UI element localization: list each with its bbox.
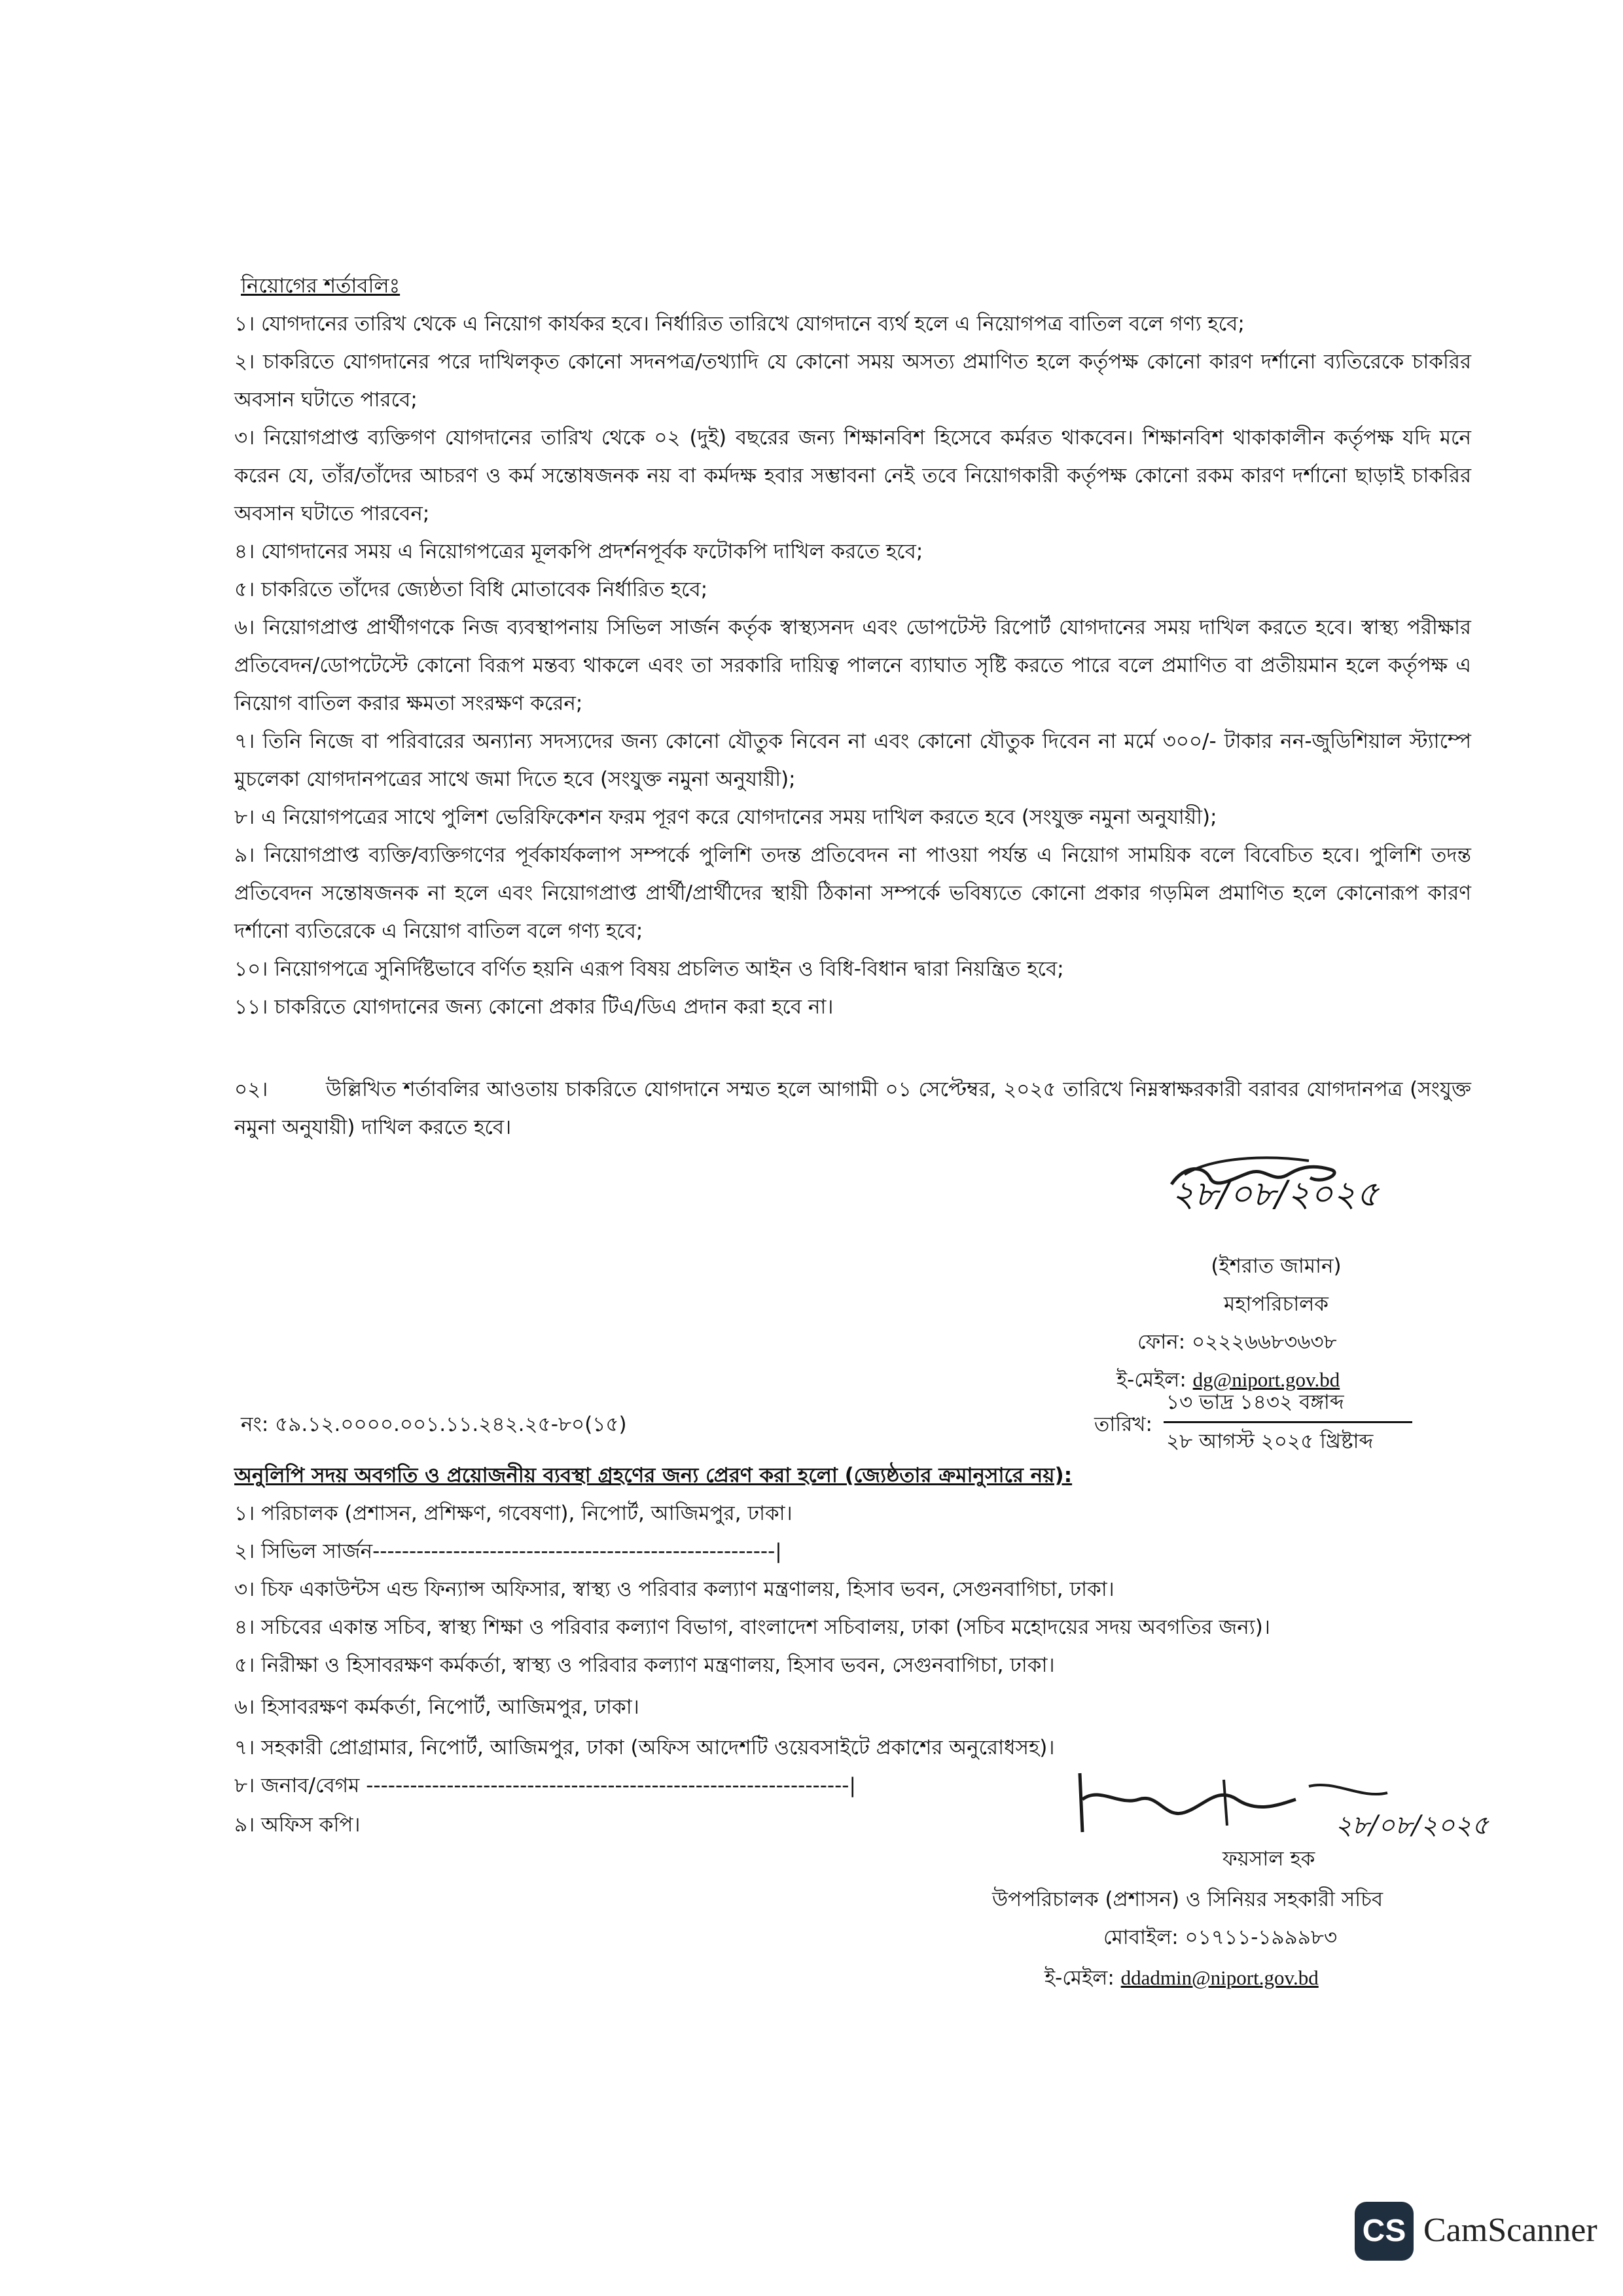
signatory-1-name: (ইশরাত জামান) (1211, 1254, 1342, 1278)
term-item-9: ৯। নিয়োগপ্রাপ্ত ব্যক্তি/ব্যক্তিগণের পূর্বকার্যকলাপ সম্পর্কে পুলিশি তদন্ত প্রতিবেদন না পাওয়া পর্যন্ত এ নিয়োগ সাময়িক বলে বিবেচিত হবে। পুলিশি তদন্ত প্রতিবেদন সন্তোষজনক না হলে এবং নিয়োগপ্রাপ্ত প্রার্থী/প্রার্থীদের স্থায়ী ঠিকানা সম্পর্কে ভবিষ্যতে কোনো প্রকার গড়মিল প্রমাণিত হলে কোনোরূপ কারণ দর্শানো ব্যতিরেকে এ নিয়োগ বাতিল বলে গণ্য হবে; (234, 843, 1471, 943)
signatory-2-email[interactable]: ddadmin@niport.gov.bd (1120, 1966, 1319, 1989)
copy-item-8: ৮। জনাব/বেগম ------------------------------------------------------------------| (234, 1774, 856, 1797)
copy-item-7: ৭। সহকারী প্রোগ্রামার, নিপোর্ট, আজিমপুর, ঢাকা (অফিস আদেশটি ওয়েবসাইটে প্রকাশের অনুরোধসহ)। (234, 1736, 1055, 1759)
term-item-1: ১। যোগদানের তারিখ থেকে এ নিয়োগ কার্যকর হবে। নির্ধারিত তারিখে যোগদানে ব্যর্থ হলে এ নিয়োগপত্র বাতিল বলে গণ্য হবে; (234, 312, 1245, 336)
copy-item-5: ৫। নিরীক্ষা ও হিসাবরক্ষণ কর্মকর্তা, স্বাস্থ্য ও পরিবার কল্যাণ মন্ত্রণালয়, হিসাব ভবন, সেগুনবাগিচা, ঢাকা। (234, 1653, 1055, 1677)
memo-date-english: ২৮ আগস্ট ২০২৫ খ্রিষ্টাব্দ (1166, 1430, 1374, 1453)
copies-heading: অনুলিপি সদয় অবগতি ও প্রয়োজনীয় ব্যবস্থা গ্রহণের জন্য প্রেরণ করা হলো (জ্যেষ্ঠতার ক্রমানুসারে নয়): (234, 1464, 1073, 1487)
copy-item-2: ২। সিভিল সার্জন-------------------------------------------------------| (234, 1540, 782, 1563)
signatory-2-designation: উপপরিচালক (প্রশাসন) ও সিনিয়র সহকারী সচিব (992, 1888, 1383, 1911)
term-item-2: ২। চাকরিতে যোগদানের পরে দাখিলকৃত কোনো সদনপত্র/তথ্যাদি যে কোনো সময় অসত্য প্রমাণিত হলে কর্তৃপক্ষ কোনো কারণ দর্শানো ব্যতিরেকে চাকরির অবসান ঘটাতে পারবে; (234, 350, 1471, 412)
camscanner-watermark (1348, 2202, 1623, 2280)
camscanner-brand: CamScanner (1423, 2212, 1597, 2249)
term-item-4: ৪। যোগদানের সময় এ নিয়োগপত্রের মূলকপি প্রদর্শনপূর্বক ফটোকপি দাখিল করতে হবে; (234, 540, 923, 563)
paragraph-2-text: উল্লিখিত শর্তাবলির আওতায় চাকরিতে যোগদানে সম্মত হলে আগামী ০১ সেপ্টেম্বর, ২০২৫ তারিখে নিম্নস্বাক্ষরকারী বরাবর যোগদানপত্র (সংযুক্ত নমুনা অনুযায়ী) দাখিল করতে হবে। (234, 1078, 1471, 1139)
copy-item-9: ৯। অফিস কপি। (234, 1813, 361, 1837)
signature-2-date: ২৮/০৮/২০২৫ (1335, 1810, 1489, 1841)
signature-1-date: ২৮/০৮/২০২৫ (1171, 1173, 1380, 1214)
copy-item-3: ৩। চিফ একাউন্টস এন্ড ফিন্যান্স অফিসার, স্বাস্থ্য ও পরিবার কল্যাণ মন্ত্রণালয়, হিসাব ভবন, সেগুনবাগিচা, ঢাকা। (234, 1578, 1115, 1601)
signatory-1-email[interactable]: dg@niport.gov.bd (1192, 1368, 1340, 1391)
signatory-1-email-label: ই-মেইল: (1116, 1368, 1186, 1392)
memo-number: নং: ৫৯.১২.০০০০.০০১.১১.২৪২.২৫-৮০(১৫) (241, 1413, 627, 1436)
copy-item-6: ৬। হিসাবরক্ষণ কর্মকর্তা, নিপোর্ট, আজিমপুর, ঢাকা। (234, 1695, 639, 1719)
signatory-2-name: ফয়সাল হক (1222, 1847, 1315, 1871)
term-item-10: ১০। নিয়োগপত্রে সুনির্দিষ্টভাবে বর্ণিত হয়নি এরূপ বিষয় প্রচলিত আইন ও বিধি-বিধান দ্বারা নিয়ন্ত্রিত হবে; (234, 957, 1064, 981)
memo-date-label: তারিখ: (1094, 1413, 1152, 1436)
terms-heading: নিয়োগের শর্তাবলিঃ (241, 274, 401, 298)
term-item-8: ৮। এ নিয়োগপত্রের সাথে পুলিশ ভেরিফিকেশন ফরম পূরণ করে যোগদানের সময় দাখিল করতে হবে (সংযুক্ত নমুনা অনুযায়ী); (234, 805, 1217, 829)
paragraph-2-number: ০২। (234, 1078, 268, 1101)
copy-item-1: ১। পরিচালক (প্রশাসন, প্রশিক্ষণ, গবেষণা), নিপোর্ট, আজিমপুর, ঢাকা। (234, 1502, 793, 1525)
term-item-6: ৬। নিয়োগপ্রাপ্ত প্রার্থীগণকে নিজ ব্যবস্থাপনায় সিভিল সার্জন কর্তৃক স্বাস্থ্যসনদ এবং ডোপটেস্ট রিপোর্ট যোগদানের সময় দাখিল করতে হবে। স্বাস্থ্য পরীক্ষার প্রতিবেদন/ডোপটেস্টে কোনো বিরূপ মন্তব্য থাকলে এবং তা সরকারি দায়িত্ব পালনে ব্যাঘাত সৃষ্টি করতে পারে বলে প্রমাণিত বা প্রতীয়মান হলে কর্তৃপক্ষ এ নিয়োগ বাতিল করার ক্ষমতা সংরক্ষণ করেন; (234, 616, 1471, 715)
copy-item-4: ৪। সচিবের একান্ত সচিব, স্বাস্থ্য শিক্ষা ও পরিবার কল্যাণ বিভাগ, বাংলাদেশ সচিবালয়, ঢাকা (সচিব মহোদয়ের সদয় অবগতির জন্য)। (234, 1616, 1270, 1639)
signatory-2-email-label: ই-মেইল: (1044, 1966, 1115, 1990)
term-item-7: ৭। তিনি নিজে বা পরিবারের অন্যান্য সদস্যদের জন্য কোনো যৌতুক নিবেন না এবং কোনো যৌতুক দিবেন না মর্মে ৩০০/- টাকার নন-জুডিশিয়াল স্ট্যাম্পে মুচলেকা যোগদানপত্রের সাথে জমা দিতে হবে (সংযুক্ত নমুনা অনুযায়ী); (234, 730, 1471, 791)
term-item-5: ৫। চাকরিতে তাঁদের জ্যেষ্ঠতা বিধি মোতাবেক নির্ধারিত হবে; (234, 578, 708, 601)
signatory-2-mobile: মোবাইল: ০১৭১১-১৯৯৯৮৩ (1103, 1926, 1338, 1949)
term-item-11: ১১। চাকরিতে যোগদানের জন্য কোনো প্রকার টিএ/ডিএ প্রদান করা হবে না। (234, 995, 834, 1019)
camscanner-logo-icon: CS (1355, 2202, 1414, 2261)
signatory-1-designation: মহাপরিচালক (1224, 1292, 1329, 1316)
memo-date-bangla: ১৩ ভাদ্র ১৪৩২ বঙ্গাব্দ (1166, 1390, 1344, 1414)
signatory-2-email-row (1044, 1959, 1319, 1997)
signatory-1-phone: ফোন: ০২২২৬৬৮৩৬৩৮ (1137, 1330, 1337, 1354)
term-item-3: ৩। নিয়োগপ্রাপ্ত ব্যক্তিগণ যোগদানের তারিখ থেকে ০২ (দুই) বছরের জন্য শিক্ষানবিশ হিসেবে কর্মরত থাকবেন। শিক্ষানবিশ থাকাকালীন কর্তৃপক্ষ যদি মনে করেন যে, তাঁর/তাঁদের আচরণ ও কর্ম সন্তোষজনক নয় বা কর্মদক্ষ হবার সম্ভাবনা নেই তবে নিয়োগকারী কর্তৃপক্ষ কোনো রকম কারণ দর্শানো ছাড়াই চাকরির অবসান ঘটাতে পারবেন; (234, 426, 1471, 525)
